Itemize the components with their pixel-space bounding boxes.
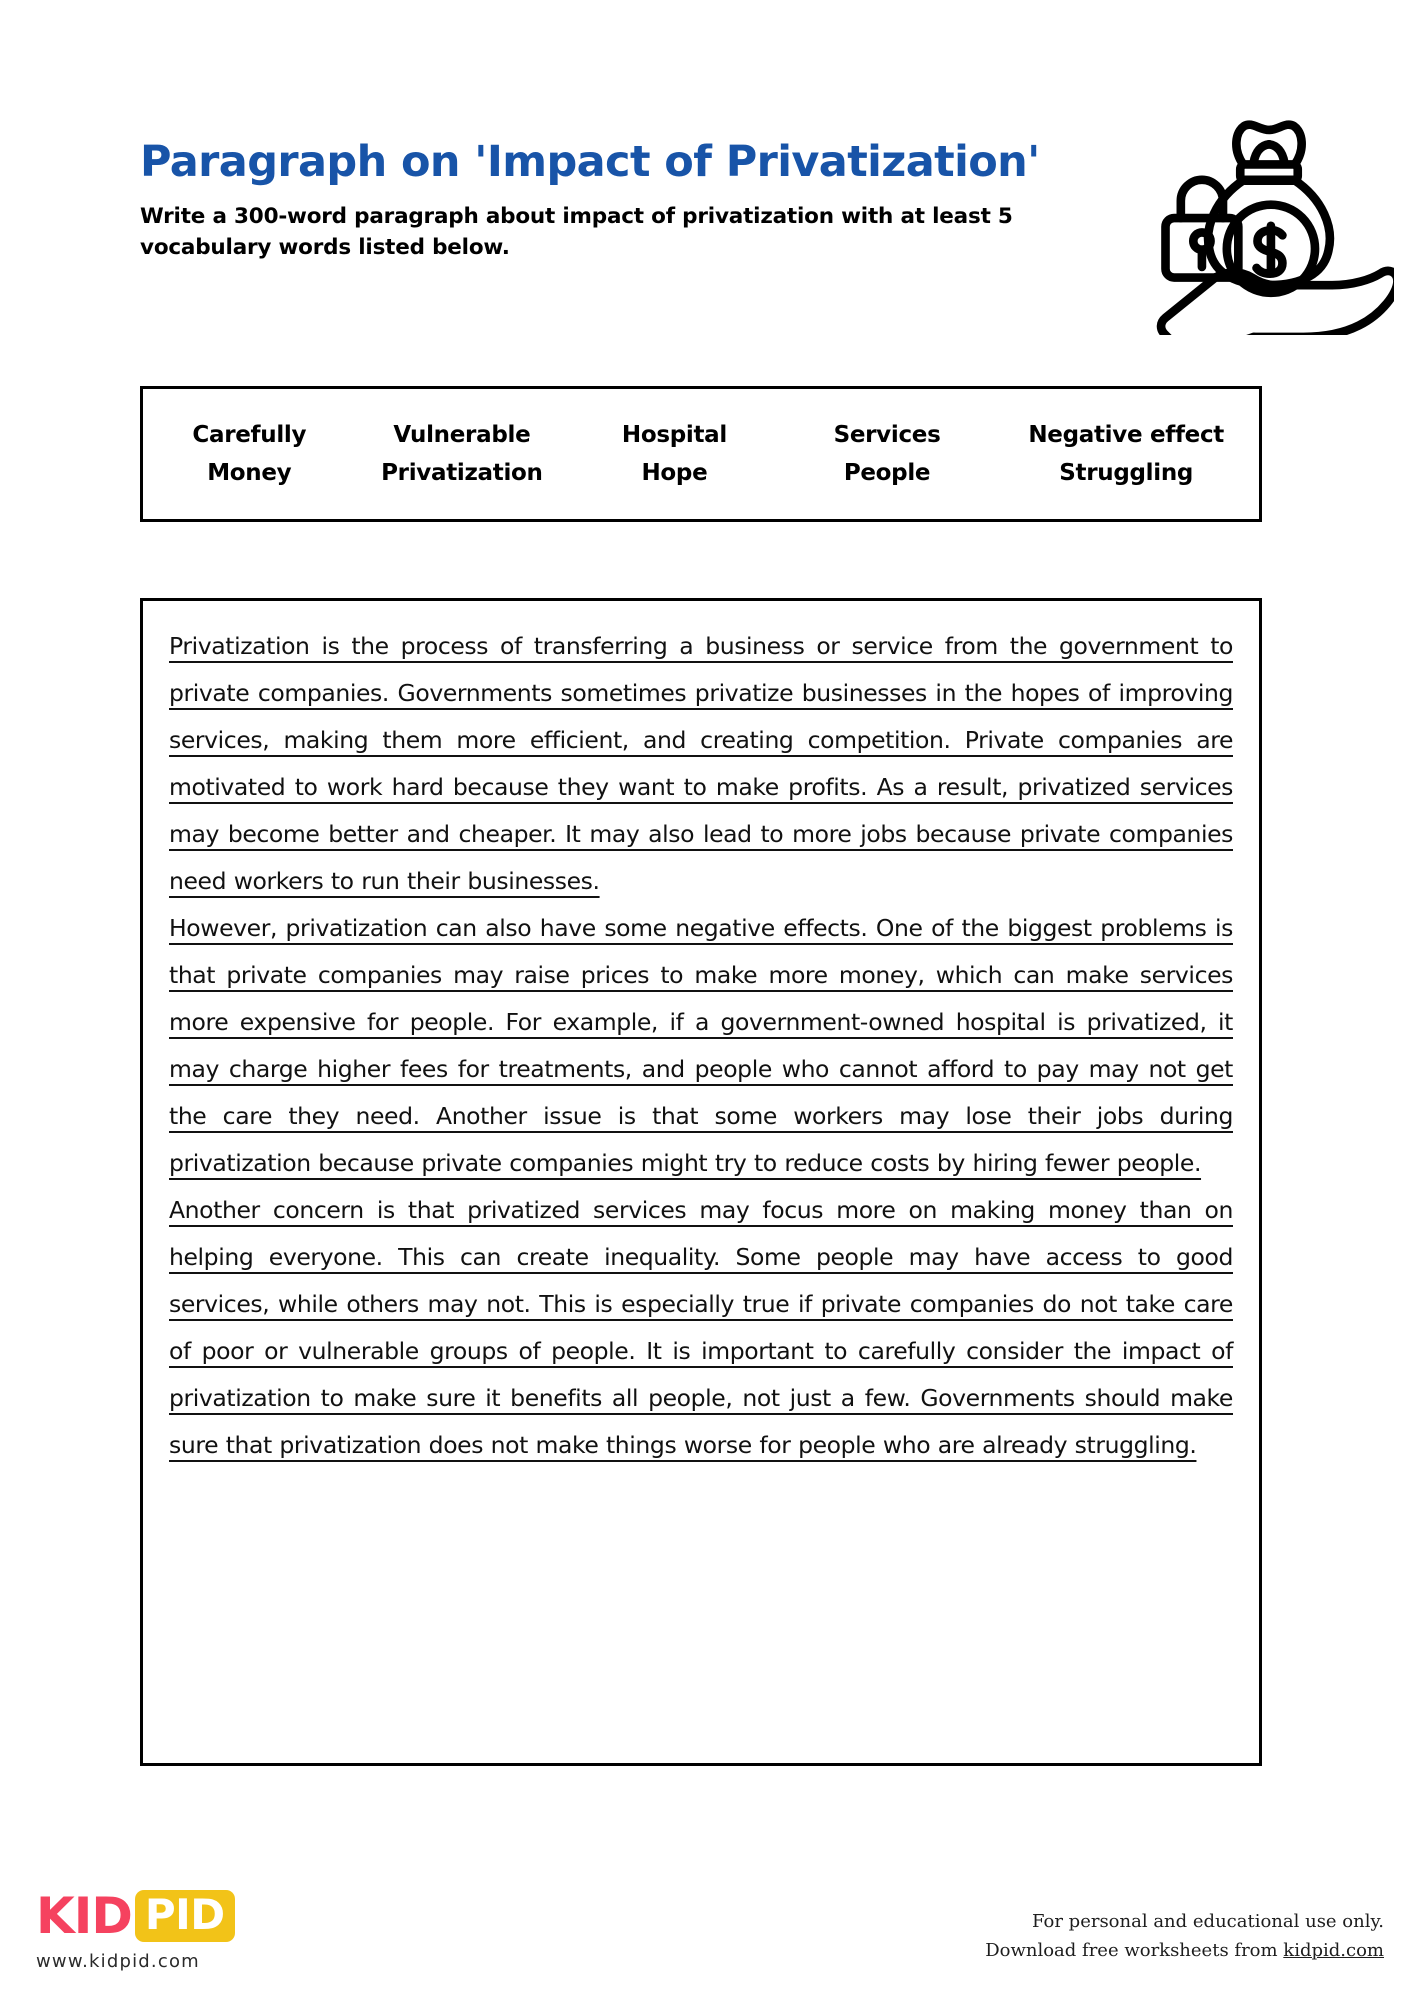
page-title: Paragraph on 'Impact of Privatization'	[140, 137, 1040, 187]
logo-mark	[36, 1887, 336, 1945]
kidpid-logo[interactable]	[36, 1887, 336, 1972]
vocabulary-word: Hospital	[621, 422, 727, 448]
vocabulary-word: Carefully	[192, 422, 307, 448]
footer-note-line-1: For personal and educational use only.	[1032, 1910, 1384, 1932]
vocabulary-word: Services	[833, 422, 941, 448]
vocabulary-word: Money	[207, 460, 292, 486]
vocabulary-word: Vulnerable	[393, 422, 531, 448]
vocabulary-row	[143, 454, 1259, 492]
worksheet-instructions: Write a 300-word paragraph about impact of privatization with at least 5 vocabulary words listed below.	[140, 204, 1013, 261]
vocabulary-word: Struggling	[1059, 460, 1194, 486]
vocabulary-word: Hope	[641, 460, 708, 486]
vocabulary-word: Privatization	[381, 460, 543, 486]
vocabulary-row	[143, 416, 1259, 454]
footer-usage-note	[985, 1907, 1384, 1966]
logo-website-url: www.kidpid.com	[36, 1951, 200, 1972]
answer-paragraph: Privatization is the process of transferring a business or service from the government to private companies. Governments sometimes privatize businesses in the hopes of improving services, making them more efficient, and creating competition. Private companies are motivated to work hard because they want to make profits. As a result, privatized services may become better and cheaper. It may also lead to more jobs because private companies need workers to run their businesses.	[169, 632, 1233, 895]
vocabulary-word: Negative effect	[1028, 422, 1224, 448]
vocabulary-word: People	[843, 460, 931, 486]
worksheet-header	[140, 137, 1150, 263]
answer-paragraph: Another concern is that privatized services may focus more on making money than on helping everyone. This can create inequality. Some people may have access to good services, while others may not. This is especially true if private companies do not take care of poor or vulnerable groups of people. It is important to carefully consider the impact of privatization to make sure it benefits all people, not just a few. Governments should make sure that privatization does not make things worse for people who are already struggling.	[169, 1196, 1233, 1459]
footer-note-prefix: Download free worksheets from	[985, 1940, 1284, 1962]
kidpid-link[interactable]: kidpid.com	[1283, 1940, 1384, 1962]
hand-holding-money-bag-with-lock-icon	[1144, 105, 1394, 335]
logo-pid-text: PID	[135, 1890, 235, 1942]
logo-kid-text: KID	[36, 1887, 132, 1945]
answer-paragraph: However, privatization can also have some negative effects. One of the biggest problems is that private companies may raise prices to make more money, which can make services more expensive for people. For example, if a government-owned hospital is privatized, it may charge higher fees for treatments, and people who cannot afford to pay may not get the care they need. Another issue is that some workers may lose their jobs during privatization because private companies might try to reduce costs by hiring fewer people.	[169, 914, 1233, 1177]
vocabulary-word-bank	[140, 386, 1262, 522]
answer-writing-area[interactable]	[140, 598, 1262, 1766]
footer-note-line-2	[985, 1936, 1384, 1966]
